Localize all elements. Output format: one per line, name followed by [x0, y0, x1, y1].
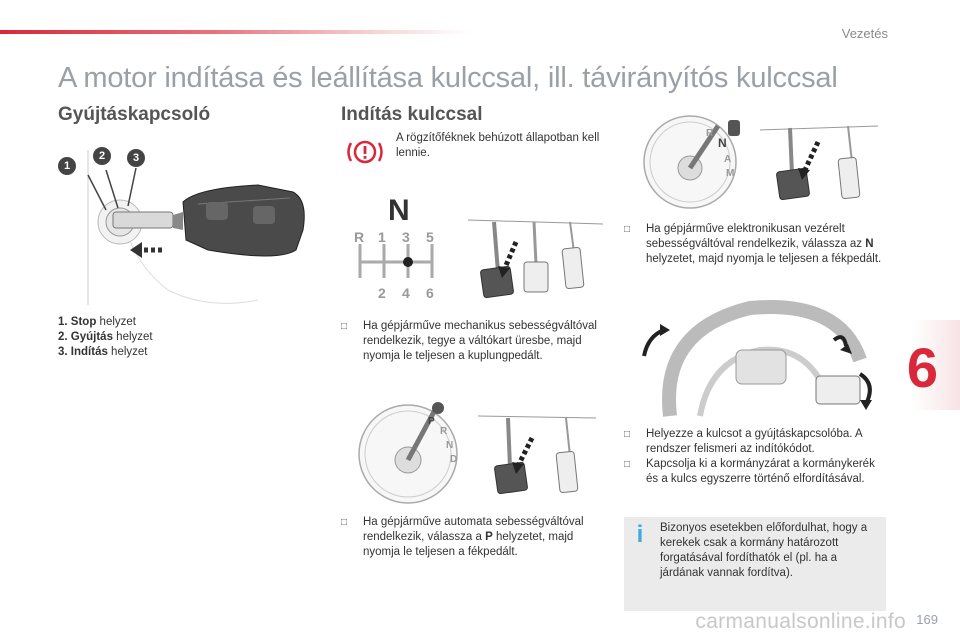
electronic-gearbox-steps [624, 222, 886, 267]
start-with-key-heading: Indítás kulccsal [341, 104, 483, 125]
automatic-gearbox-steps [341, 515, 606, 560]
electronic-selector-letters: N R A M [706, 128, 735, 179]
key-fob-illustration [58, 140, 320, 310]
steering-wheel-illustration [640, 300, 880, 416]
ignition-positions-list [58, 315, 153, 360]
list-item: □ Ha gépjárműve automata sebességváltóval rendelkezik, válassza a P helyzetet, majd nyomja le teljesen a fékpedált. [341, 515, 606, 560]
page-number: 169 [916, 612, 938, 627]
ignition-steps-list [624, 427, 886, 487]
warning-exclamation-icon [344, 138, 386, 166]
list-item: □ Helyezze a kulcsot a gyújtáskapcsolóba. A rendszer felismeri az indítókódot. [624, 427, 886, 457]
position-item-ignition: 2. Gyújtás helyzet [58, 331, 153, 343]
list-item: □ Kapcsolja ki a kormányzárat a kormánykerék és a kulcs egyszerre történő elfordításával. [624, 457, 886, 487]
handbrake-warning-text: A rögzítőféknek behúzott állapotban kell lennie. [396, 132, 600, 159]
section-label: Vezetés [841, 26, 888, 41]
info-icon: i [636, 521, 644, 548]
gear-letter-n: N [388, 194, 410, 227]
auto-selector-letters: P R N D [428, 416, 458, 465]
manual-gearbox-steps [341, 319, 603, 364]
callout-2: 2 [93, 147, 111, 165]
watermark: carmanualsonline.info [695, 610, 906, 633]
info-box-text: Bizonyos esetekben előfordulhat, hogy a kerekek csak a kormány határozott forgatásával fordíthatók el (pl. ha a járdának vannak fordítva). [660, 522, 868, 579]
header-accent-bar [0, 30, 470, 34]
list-item: □ Ha gépjárműve elektronikusan vezérelt sebességváltóval rendelkezik, válassza az N helyzetet, majd nyomja le teljesen a fékpedált. [624, 222, 886, 267]
page-title: A motor indítása és leállítása kulccsal, ill. távirányítós kulccsal [58, 62, 838, 94]
ignition-switch-heading: Gyújtáskapcsoló [58, 104, 211, 125]
chapter-number: 6 [906, 336, 938, 399]
list-item: □ Ha gépjárműve mechanikus sebességváltóval rendelkezik, tegye a váltókart üresbe, majd nyomja le teljesen a kuplungpedált. [341, 319, 603, 364]
pedal-illustration-manual [458, 212, 608, 307]
callout-3: 3 [127, 149, 145, 167]
callout-1: 1 [58, 157, 76, 175]
position-item-start: 3. Indítás helyzet [58, 346, 148, 358]
position-item-stop: 1. Stop helyzet [58, 316, 136, 328]
